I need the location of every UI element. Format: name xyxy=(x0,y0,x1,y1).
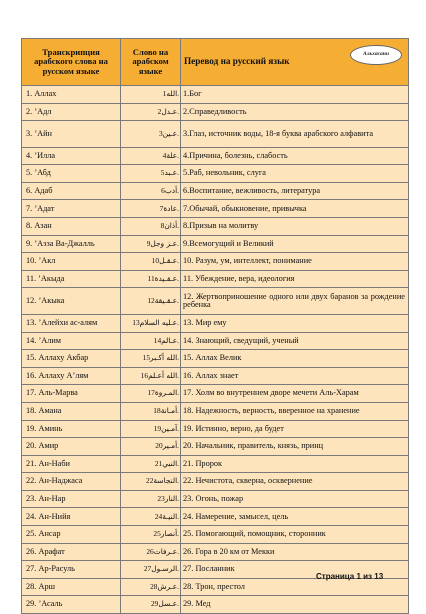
arabic-word-number: 23. xyxy=(157,493,179,503)
table-row xyxy=(22,147,409,165)
arabic-word-cell xyxy=(121,314,181,332)
page-counter: Страница 1 из 13 xyxy=(316,572,384,581)
transliteration-cell xyxy=(22,385,121,403)
row-number: 10. xyxy=(26,256,37,266)
translation-cell: 17. Холм во внутреннем дворе мечети Аль-Харам xyxy=(181,385,409,403)
translation-cell: 6.Воспитание, вежливость, литература xyxy=(181,182,409,200)
header-translation xyxy=(181,39,409,86)
row-number: 25. xyxy=(26,529,37,539)
arabic-word-number: 27. xyxy=(143,564,179,574)
arabic-word-cell xyxy=(121,86,181,104)
row-number: 12. xyxy=(26,295,37,305)
transliteration-text: Аллах xyxy=(34,89,57,99)
arabic-word-cell xyxy=(121,270,181,288)
arabic-word-cell xyxy=(121,526,181,544)
arabic-word-cell xyxy=(121,543,181,561)
arabic-word-cell xyxy=(121,147,181,165)
translation-cell: 22. Нечистота, скверна, осквернение xyxy=(181,473,409,491)
arabic-word: آمـين xyxy=(161,423,178,433)
arabic-word: عـرفات xyxy=(153,546,178,556)
transliteration-cell xyxy=(22,103,121,121)
arabic-word-number: 7. xyxy=(159,203,179,213)
row-number: 6. xyxy=(26,185,33,195)
translation-cell: 19. Истинно, верно, да будет xyxy=(181,420,409,438)
arabic-word: عـسل xyxy=(158,599,178,609)
translation-cell: 1.Бог xyxy=(181,86,409,104)
row-number: 11. xyxy=(26,273,37,283)
table-row xyxy=(22,543,409,561)
table-row xyxy=(22,473,409,491)
transliteration-cell xyxy=(22,288,121,315)
arabic-word: النيـة xyxy=(162,511,178,521)
arabic-word-number: 26. xyxy=(146,546,179,556)
row-number: 17. xyxy=(26,388,37,398)
transliteration-cell xyxy=(22,543,121,561)
arabic-word-number: 10. xyxy=(151,256,179,266)
translation-cell: 8.Призыв на молитву xyxy=(181,218,409,236)
row-number: 1. xyxy=(26,89,33,99)
transliteration-text: ʼАдат xyxy=(34,203,55,213)
translation-cell: 23. Огонь, пожар xyxy=(181,490,409,508)
table-row xyxy=(22,314,409,332)
transliteration-cell xyxy=(22,200,121,218)
row-number: 7. xyxy=(26,203,33,213)
glossary-table-container xyxy=(21,38,408,614)
arabic-word-number: 6. xyxy=(161,185,179,195)
translation-cell: 4.Причина, болезнь, слабость xyxy=(181,147,409,165)
arabic-word-cell xyxy=(121,402,181,420)
arabic-word: أذان xyxy=(164,221,178,231)
arabic-word-cell xyxy=(121,385,181,403)
arabic-word: عـقـيقة xyxy=(154,295,178,305)
transliteration-text: ʼАзза Ва-Джалль xyxy=(34,238,95,248)
arabic-word-cell xyxy=(121,121,181,148)
table-row xyxy=(22,200,409,218)
table-row xyxy=(22,385,409,403)
transliteration-text: Амир xyxy=(38,441,59,451)
translation-cell: 11. Убеждение, вера, идеология xyxy=(181,270,409,288)
row-number: 20. xyxy=(26,441,37,451)
table-row xyxy=(22,253,409,271)
translation-cell: 10. Разум, ум, интеллект, понимание xyxy=(181,253,409,271)
header-arabic-word: Слово на арабском языке xyxy=(121,39,181,86)
table-body xyxy=(22,86,409,614)
transliteration-cell xyxy=(22,596,121,614)
row-number: 5. xyxy=(26,168,33,178)
table-row xyxy=(22,235,409,253)
arabic-word-number: 16. xyxy=(140,370,179,380)
row-number: 24. xyxy=(26,511,37,521)
transliteration-cell xyxy=(22,218,121,236)
transliteration-cell xyxy=(22,367,121,385)
table-row xyxy=(22,332,409,350)
arabic-word-cell xyxy=(121,103,181,121)
glossary-table xyxy=(21,38,409,614)
translation-cell: 18. Надежность, верность, вверенное на хранение xyxy=(181,402,409,420)
arabic-word-cell xyxy=(121,490,181,508)
table-row xyxy=(22,508,409,526)
arabic-word: عـز وجل xyxy=(150,238,178,248)
translation-cell: 21. Пророк xyxy=(181,455,409,473)
transliteration-cell xyxy=(22,561,121,579)
arabic-word: الله أكـبر xyxy=(150,353,178,363)
arabic-word-number: 22. xyxy=(146,476,179,486)
transliteration-cell xyxy=(22,455,121,473)
arabic-word: أمـانة xyxy=(160,405,178,415)
row-number: 18. xyxy=(26,405,37,415)
transliteration-cell xyxy=(22,402,121,420)
arabic-word-cell xyxy=(121,473,181,491)
transliteration-cell xyxy=(22,578,121,596)
transliteration-text: Ан-Нар xyxy=(38,493,66,503)
translation-cell: 16. Аллах знает xyxy=(181,367,409,385)
arabic-word: عـليه السلام xyxy=(139,317,178,327)
transliteration-cell xyxy=(22,490,121,508)
transliteration-text: Ар-Расуль xyxy=(38,564,75,574)
translation-cell: 25. Помогающий, помощник, сторонник xyxy=(181,526,409,544)
table-row xyxy=(22,438,409,456)
transliteration-text: Ан-Нийя xyxy=(38,511,71,521)
arabic-word: عـدل xyxy=(161,106,178,116)
table-row xyxy=(22,165,409,183)
arabic-word-cell xyxy=(121,253,181,271)
transliteration-text: ʼАкыка xyxy=(38,295,65,305)
arabic-word-cell xyxy=(121,561,181,579)
row-number: 8. xyxy=(26,221,33,231)
row-number: 23. xyxy=(26,493,37,503)
transliteration-cell xyxy=(22,253,121,271)
arabic-word: عـقـيدة xyxy=(154,273,178,283)
transliteration-cell xyxy=(22,270,121,288)
arabic-word: عـالم xyxy=(161,335,178,345)
arabic-word-cell xyxy=(121,350,181,368)
table-row xyxy=(22,455,409,473)
table-row xyxy=(22,182,409,200)
transliteration-cell xyxy=(22,182,121,200)
arabic-word-number: 2. xyxy=(157,106,179,116)
arabic-word: أمـير xyxy=(162,441,178,451)
arabic-word-number: 5. xyxy=(160,168,179,178)
translation-cell: 20. Начальник, правитель, князь, принц xyxy=(181,438,409,456)
row-number: 9. xyxy=(26,238,33,248)
arabic-word-number: 1. xyxy=(162,89,179,99)
arabic-word: النجاسة xyxy=(153,476,178,486)
transliteration-text: ʼАбд xyxy=(34,168,51,178)
translation-cell: 3.Глаз, источник воды, 18-я буква арабского алфавита xyxy=(181,121,409,148)
transliteration-text: ʼАсаль xyxy=(38,599,63,609)
transliteration-text: Амана xyxy=(38,405,62,415)
arabic-word-number: 18. xyxy=(153,405,179,415)
transliteration-text: Адаб xyxy=(34,185,53,195)
transliteration-cell xyxy=(22,526,121,544)
transliteration-cell xyxy=(22,147,121,165)
translation-cell: 13. Мир ему xyxy=(181,314,409,332)
arabic-word: عـين xyxy=(162,128,178,138)
arabic-word: المـروة xyxy=(154,388,178,398)
translation-cell: 24. Намерение, замысел, цель xyxy=(181,508,409,526)
arabic-word: عـقـل xyxy=(159,256,178,266)
transliteration-cell xyxy=(22,165,121,183)
row-number: 2. xyxy=(26,106,33,116)
table-row xyxy=(22,526,409,544)
table-header-row xyxy=(22,39,409,86)
arabic-word-cell xyxy=(121,288,181,315)
arabic-word-number: 25. xyxy=(153,529,179,539)
translation-cell: 7.Обычай, обыкновение, привычка xyxy=(181,200,409,218)
translation-cell: 2.Справедливость xyxy=(181,103,409,121)
arabic-word: أنصار xyxy=(160,529,178,539)
transliteration-text: Азан xyxy=(34,221,52,231)
table-row xyxy=(22,350,409,368)
transliteration-text: Ансар xyxy=(38,529,61,539)
transliteration-text: ʼАкыда xyxy=(38,273,65,283)
transliteration-text: Аллаху Аʼлям xyxy=(38,370,89,380)
transliteration-cell xyxy=(22,86,121,104)
transliteration-text: Ан-Наджаса xyxy=(38,476,83,486)
arabic-word-cell xyxy=(121,235,181,253)
transliteration-text: ʼАйн xyxy=(34,128,52,138)
row-number: 3. xyxy=(26,128,33,138)
translation-cell: 28. Трон, престол xyxy=(181,578,409,596)
arabic-word: الرسـول xyxy=(151,564,178,574)
transliteration-cell xyxy=(22,235,121,253)
arabic-word-number: 8. xyxy=(160,221,179,231)
arabic-word: علة xyxy=(166,150,178,160)
transliteration-cell xyxy=(22,438,121,456)
arabic-word-cell xyxy=(121,596,181,614)
arabic-word-cell xyxy=(121,218,181,236)
table-row xyxy=(22,367,409,385)
transliteration-cell xyxy=(22,350,121,368)
transliteration-text: Аллаху Акбар xyxy=(38,353,89,363)
translation-cell: 15. Аллах Велик xyxy=(181,350,409,368)
arabic-word-cell xyxy=(121,438,181,456)
table-row xyxy=(22,86,409,104)
arabic-word-number: 14. xyxy=(153,335,179,345)
arabic-word: أدب xyxy=(164,185,178,195)
row-number: 27. xyxy=(26,564,37,574)
arabic-word: عـبد xyxy=(164,168,178,178)
author-badge: Альхасани xyxy=(350,45,402,65)
arabic-word: النار xyxy=(164,493,178,503)
row-number: 14. xyxy=(26,335,37,345)
table-row xyxy=(22,270,409,288)
transliteration-cell xyxy=(22,314,121,332)
translation-cell: 9.Всемогущий и Великий xyxy=(181,235,409,253)
row-number: 13. xyxy=(26,317,37,327)
arabic-word: النبي xyxy=(162,458,178,468)
arabic-word-cell xyxy=(121,508,181,526)
row-number: 28. xyxy=(26,581,37,591)
transliteration-cell xyxy=(22,332,121,350)
arabic-word-number: 29. xyxy=(150,599,179,609)
arabic-word: عـرش xyxy=(157,581,178,591)
row-number: 16. xyxy=(26,370,37,380)
arabic-word-cell xyxy=(121,165,181,183)
row-number: 4. xyxy=(26,150,33,160)
translation-cell: 14. Знающий, сведущий, ученый xyxy=(181,332,409,350)
arabic-word-cell xyxy=(121,200,181,218)
arabic-word-cell xyxy=(121,455,181,473)
arabic-word-number: 20. xyxy=(155,441,179,451)
transliteration-text: Аль-Марва xyxy=(38,388,78,398)
row-number: 21. xyxy=(26,458,37,468)
transliteration-cell xyxy=(22,473,121,491)
arabic-word: الله أعـلم xyxy=(148,370,178,380)
arabic-word-number: 11. xyxy=(147,273,179,283)
header-transcription: Транскрипция арабского слова на русском языке xyxy=(22,39,121,86)
arabic-word: الله xyxy=(166,89,178,99)
arabic-word-number: 28. xyxy=(150,581,179,591)
transliteration-cell xyxy=(22,508,121,526)
row-number: 19. xyxy=(26,423,37,433)
arabic-word-number: 3. xyxy=(159,128,179,138)
table-row xyxy=(22,218,409,236)
row-number: 15. xyxy=(26,353,37,363)
arabic-word-cell xyxy=(121,578,181,596)
translation-cell: 26. Гора в 20 км от Мекки xyxy=(181,543,409,561)
translation-cell: 12. Жертвоприношение одного или двух баранов за рождение ребенка xyxy=(181,288,409,315)
table-row xyxy=(22,402,409,420)
row-number: 29. xyxy=(26,599,37,609)
transliteration-cell xyxy=(22,420,121,438)
arabic-word-cell xyxy=(121,332,181,350)
arabic-word-number: 17. xyxy=(147,388,179,398)
arabic-word-cell xyxy=(121,182,181,200)
arabic-word-number: 24. xyxy=(154,511,179,521)
arabic-word-number: 21. xyxy=(154,458,179,468)
table-row xyxy=(22,121,409,148)
translation-cell: 29. Мед xyxy=(181,596,409,614)
arabic-word-cell xyxy=(121,420,181,438)
arabic-word-number: 9. xyxy=(146,238,179,248)
transliteration-text: ʼАлим xyxy=(38,335,62,345)
transliteration-text: Арафат xyxy=(38,546,65,556)
transliteration-text: Аминь xyxy=(38,423,63,433)
transliteration-text: ʼИлла xyxy=(34,150,56,160)
transliteration-cell xyxy=(22,121,121,148)
arabic-word-number: 13. xyxy=(132,317,179,327)
transliteration-text: Ан-Наби xyxy=(38,458,70,468)
table-row xyxy=(22,490,409,508)
arabic-word-number: 4. xyxy=(162,150,179,160)
header-translation-label: Перевод на русский язык xyxy=(184,56,290,67)
arabic-word-number: 12. xyxy=(147,295,179,305)
arabic-word-cell xyxy=(121,367,181,385)
arabic-word: عادة xyxy=(163,203,178,213)
transliteration-text: ʼАдл xyxy=(34,106,52,116)
translation-cell: 27. Посланник xyxy=(181,561,409,579)
translation-cell: 5.Раб, невольник, слуга xyxy=(181,165,409,183)
arabic-word-number: 19. xyxy=(153,423,179,433)
row-number: 26. xyxy=(26,546,37,556)
table-row xyxy=(22,288,409,315)
transliteration-text: Арш xyxy=(38,581,55,591)
transliteration-text: ʼАлейхи ас-алям xyxy=(38,317,98,327)
table-row xyxy=(22,596,409,614)
table-row xyxy=(22,420,409,438)
row-number: 22. xyxy=(26,476,37,486)
arabic-word-number: 15. xyxy=(142,353,179,363)
transliteration-text: ʼАкл xyxy=(38,256,56,266)
table-row xyxy=(22,103,409,121)
